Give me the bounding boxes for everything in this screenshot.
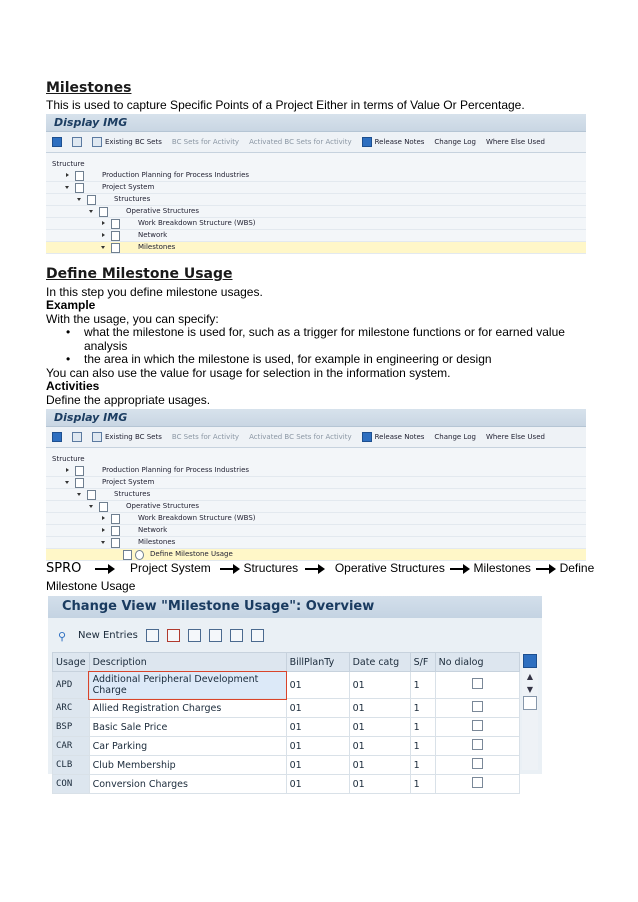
tree-node[interactable]: Network (46, 525, 586, 537)
datecatg-cell[interactable]: 01 (349, 672, 410, 699)
bc-set-icon[interactable] (72, 432, 82, 442)
billplanty-cell[interactable]: 01 (286, 699, 349, 718)
selection-note: You can also use the value for usage for selection in the information system. (46, 366, 451, 380)
tree-node-selected[interactable]: Milestones (46, 242, 586, 254)
release-notes-button[interactable]: Release Notes (362, 432, 425, 442)
document-icon (111, 219, 120, 229)
table-row[interactable] (53, 775, 520, 794)
usage-intro: With the usage, you can specify: (46, 312, 219, 326)
column-header[interactable]: BillPlanTy (286, 653, 349, 672)
scroll-thumb[interactable] (523, 696, 537, 710)
scroll-down-icon[interactable]: ▼ (526, 685, 534, 694)
bullet-item-2: the area in which the milestone is used, for example in engineering or design (84, 352, 492, 366)
path-item: Project System (130, 561, 211, 575)
datecatg-cell[interactable]: 01 (349, 737, 410, 756)
path-item: Define (559, 561, 595, 575)
img-toolbar (46, 427, 586, 448)
document-icon (99, 502, 108, 512)
tree-node[interactable]: Production Planning for Process Industries (46, 170, 586, 182)
billplanty-cell[interactable]: 01 (286, 775, 349, 794)
structure-label: Structure (52, 160, 85, 168)
table-row[interactable] (53, 699, 520, 718)
document-icon (111, 231, 120, 241)
column-header[interactable]: No dialog (435, 653, 519, 672)
description-cell[interactable]: Basic Sale Price (89, 718, 286, 737)
activated-bc-sets-button[interactable]: Activated BC Sets for Activity (249, 433, 352, 441)
define-intro: In this step you define milestone usages. (46, 285, 263, 299)
bc-sets-icon (92, 137, 102, 147)
where-else-used-button[interactable]: Where Else Used (485, 433, 545, 441)
tree-node[interactable]: Production Planning for Process Industries (46, 465, 586, 477)
arrow-right-icon (450, 568, 468, 570)
collapse-icon[interactable] (89, 210, 93, 213)
no-dialog-checkbox[interactable] (472, 777, 483, 788)
select-all-icon[interactable] (209, 629, 222, 642)
usage-cell: CON (53, 775, 90, 794)
tree-node[interactable]: Project System (46, 182, 586, 194)
no-dialog-cell (435, 699, 519, 718)
column-header[interactable]: Usage (53, 653, 90, 672)
new-entries-button[interactable]: New Entries (78, 629, 138, 641)
datecatg-cell[interactable]: 01 (349, 775, 410, 794)
no-dialog-cell (435, 718, 519, 737)
delete-icon[interactable] (167, 629, 180, 642)
column-header[interactable]: S/F (410, 653, 435, 672)
document-icon (99, 207, 108, 217)
document-icon (75, 478, 84, 488)
bc-sets-icon (92, 432, 102, 442)
usage-table (52, 652, 520, 794)
datecatg-cell[interactable]: 01 (349, 699, 410, 718)
no-dialog-checkbox[interactable] (472, 678, 483, 689)
undo-icon[interactable] (188, 629, 201, 642)
document-icon (111, 514, 120, 524)
bullet-dot: • (66, 352, 71, 366)
collapse-icon[interactable] (77, 198, 81, 201)
activities-text: Define the appropriate usages. (46, 393, 211, 407)
billplanty-cell[interactable]: 01 (286, 756, 349, 775)
heading-milestones: Milestones (46, 80, 132, 96)
document-icon (111, 538, 120, 548)
filter-icon[interactable] (52, 432, 62, 442)
tree-node[interactable]: Network (46, 230, 586, 242)
overview-toolbar (48, 622, 542, 648)
sf-cell[interactable]: 1 (410, 718, 435, 737)
path-tail: Milestone Usage (46, 579, 136, 593)
collapse-icon[interactable] (65, 481, 69, 484)
bullet-dot: • (66, 325, 71, 339)
billplanty-cell[interactable]: 01 (286, 672, 349, 699)
tree-node[interactable]: Work Breakdown Structure (WBS) (46, 218, 586, 230)
tree-node-selected[interactable]: Define Milestone Usage (46, 549, 586, 561)
path-item: SPRO (46, 561, 82, 576)
select-block-icon[interactable] (230, 629, 243, 642)
no-dialog-cell (435, 775, 519, 794)
tree-node[interactable]: Operative Structures (46, 206, 586, 218)
display-img-panel-2 (46, 409, 586, 558)
info-icon (362, 137, 372, 147)
glasses-icon[interactable]: ⚲ (58, 629, 67, 643)
tree-node[interactable]: Structures (46, 489, 586, 501)
milestones-intro: This is used to capture Specific Points of a Project Either in terms of Value Or Percentage. (46, 98, 525, 112)
usage-cell: CAR (53, 737, 90, 756)
expand-icon[interactable] (66, 173, 69, 177)
collapse-icon[interactable] (77, 493, 81, 496)
expand-icon[interactable] (66, 468, 69, 472)
structure-label: Structure (52, 455, 85, 463)
spro-path (46, 561, 594, 576)
no-dialog-checkbox[interactable] (472, 758, 483, 769)
usage-cell: APD (53, 672, 90, 699)
no-dialog-cell (435, 756, 519, 775)
path-item: Structures (243, 561, 299, 575)
document-icon (75, 171, 84, 181)
bc-set-icon[interactable] (72, 137, 82, 147)
billplanty-cell[interactable]: 01 (286, 737, 349, 756)
document-icon (111, 243, 120, 253)
info-icon (362, 432, 372, 442)
path-item: Milestones (473, 561, 531, 575)
arrow-right-icon (220, 568, 238, 570)
expand-icon[interactable] (102, 528, 105, 532)
table-header-row (53, 653, 520, 672)
datecatg-cell[interactable]: 01 (349, 756, 410, 775)
column-header[interactable]: Description (89, 653, 286, 672)
expand-icon[interactable] (102, 516, 105, 520)
arrow-right-icon (536, 568, 554, 570)
description-cell[interactable]: Additional Peripheral Development Charge (89, 672, 286, 699)
display-img-title: Display IMG (46, 409, 586, 427)
display-img-panel-1 (46, 114, 586, 251)
description-cell[interactable]: Car Parking (89, 737, 286, 756)
tree-node[interactable]: Structures (46, 194, 586, 206)
usage-cell: ARC (53, 699, 90, 718)
billplanty-cell[interactable]: 01 (286, 718, 349, 737)
bullet-item-1-cont: analysis (84, 339, 128, 353)
expand-icon[interactable] (102, 221, 105, 225)
collapse-icon[interactable] (101, 246, 105, 249)
sf-cell[interactable]: 1 (410, 756, 435, 775)
tree-node[interactable]: Operative Structures (46, 501, 586, 513)
release-notes-button[interactable]: Release Notes (362, 137, 425, 147)
collapse-icon[interactable] (101, 541, 105, 544)
scroll-up-icon[interactable]: ▲ (526, 672, 534, 681)
sf-cell[interactable]: 1 (410, 672, 435, 699)
path-item: Operative Structures (334, 561, 445, 575)
arrow-right-icon (95, 568, 113, 570)
bc-sets-for-activity-button[interactable]: BC Sets for Activity (171, 433, 240, 441)
no-dialog-checkbox[interactable] (472, 739, 483, 750)
tree-node[interactable]: Work Breakdown Structure (WBS) (46, 513, 586, 525)
document-icon (123, 550, 132, 560)
no-dialog-checkbox[interactable] (472, 720, 483, 731)
description-cell[interactable]: Allied Registration Charges (89, 699, 286, 718)
existing-bc-sets-button[interactable]: Existing BC Sets (92, 137, 162, 147)
filter-icon[interactable] (52, 137, 62, 147)
existing-bc-sets-button[interactable]: Existing BC Sets (92, 432, 162, 442)
description-cell[interactable]: Conversion Charges (89, 775, 286, 794)
usage-cell: BSP (53, 718, 90, 737)
tree-node[interactable]: Project System (46, 477, 586, 489)
no-dialog-cell (435, 672, 519, 699)
sf-cell[interactable]: 1 (410, 775, 435, 794)
bullet-item-1: what the milestone is used for, such as a trigger for milestone functions or for earned value (84, 325, 565, 339)
document-icon (87, 490, 96, 500)
table-row[interactable] (53, 737, 520, 756)
overview-title: Change View "Milestone Usage": Overview (48, 596, 542, 618)
collapse-icon[interactable] (89, 505, 93, 508)
sf-cell[interactable]: 1 (410, 737, 435, 756)
change-log-button[interactable]: Change Log (434, 138, 476, 146)
collapse-icon[interactable] (65, 186, 69, 189)
table-row[interactable] (53, 718, 520, 737)
no-dialog-checkbox[interactable] (472, 701, 483, 712)
no-dialog-cell (435, 737, 519, 756)
description-cell[interactable]: Club Membership (89, 756, 286, 775)
datecatg-cell[interactable]: 01 (349, 718, 410, 737)
execute-icon[interactable] (135, 550, 144, 560)
table-row[interactable] (53, 672, 520, 699)
column-header[interactable]: Date catg (349, 653, 410, 672)
document-icon (87, 195, 96, 205)
activities-label: Activities (46, 379, 100, 393)
table-settings-icon[interactable] (523, 654, 537, 668)
img-tree (46, 448, 586, 556)
sf-cell[interactable]: 1 (410, 699, 435, 718)
document-icon (111, 526, 120, 536)
tree-node[interactable]: Milestones (46, 537, 586, 549)
bc-sets-for-activity-button[interactable]: BC Sets for Activity (171, 138, 240, 146)
display-img-title: Display IMG (46, 114, 586, 132)
table-row[interactable] (53, 756, 520, 775)
milestone-usage-overview (48, 596, 542, 790)
usage-cell: CLB (53, 756, 90, 775)
document-icon (75, 466, 84, 476)
table-scrollbar[interactable] (522, 652, 538, 770)
where-else-used-button[interactable]: Where Else Used (485, 138, 545, 146)
expand-icon[interactable] (102, 233, 105, 237)
example-label: Example (46, 298, 96, 312)
img-tree (46, 153, 586, 251)
deselect-all-icon[interactable] (251, 629, 264, 642)
change-log-button[interactable]: Change Log (434, 433, 476, 441)
img-toolbar (46, 132, 586, 153)
arrow-right-icon (305, 568, 323, 570)
copy-icon[interactable] (146, 629, 159, 642)
document-icon (75, 183, 84, 193)
activated-bc-sets-button[interactable]: Activated BC Sets for Activity (249, 138, 352, 146)
heading-define-milestone-usage: Define Milestone Usage (46, 266, 233, 282)
